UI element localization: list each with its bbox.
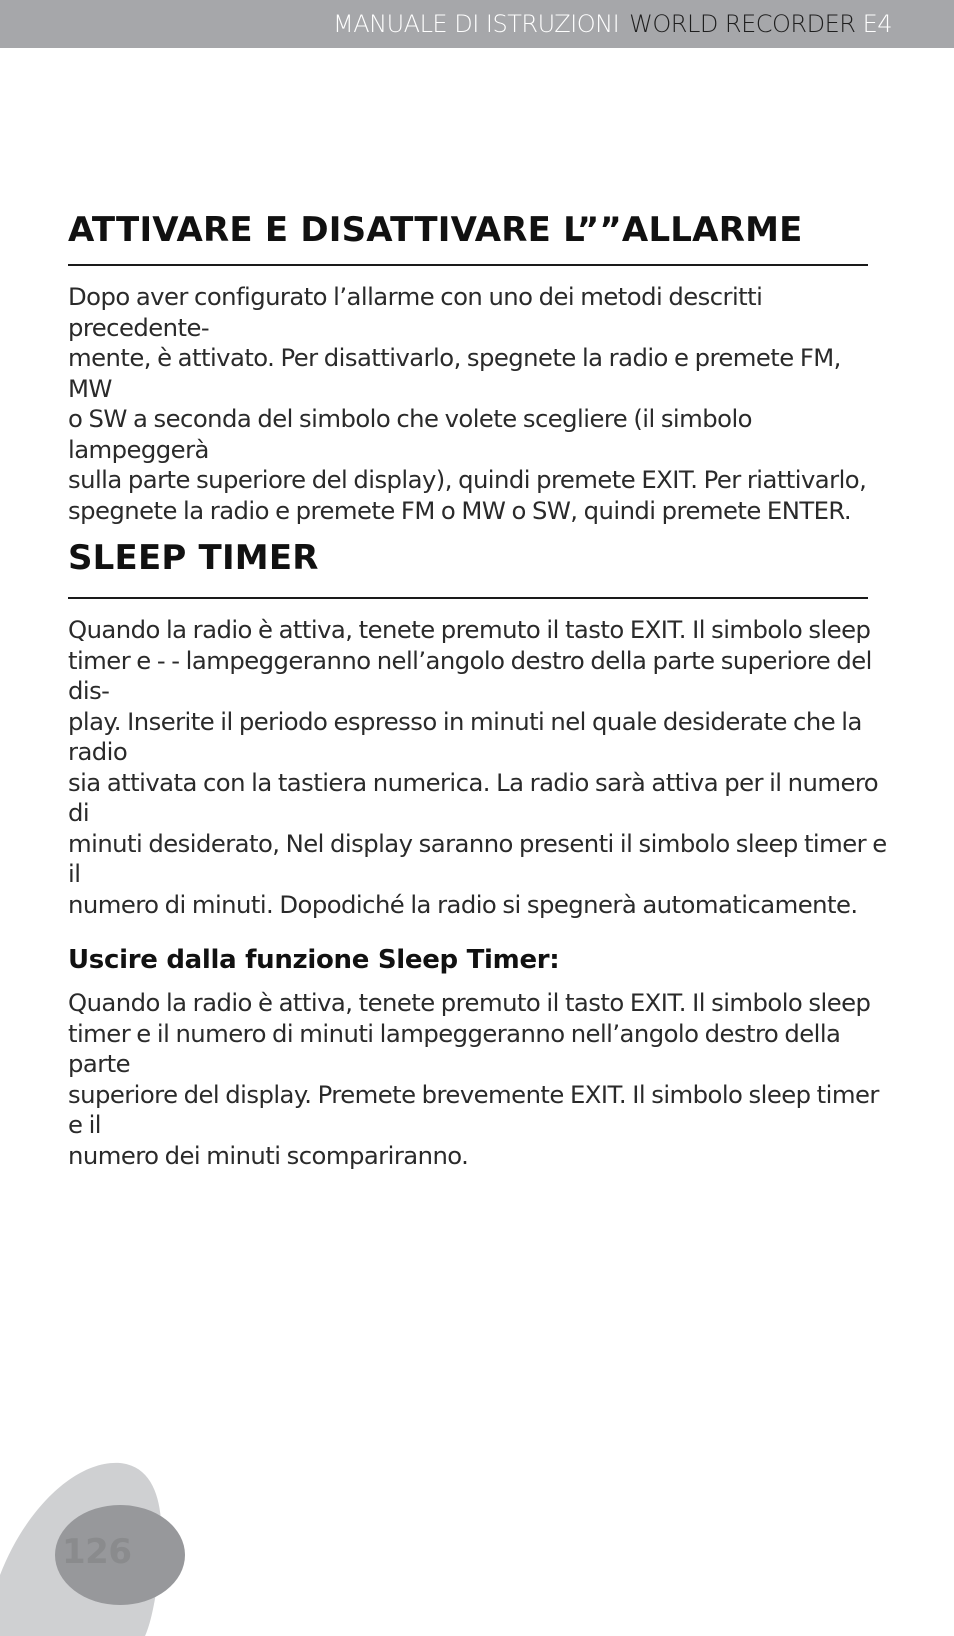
- section-title-alarm: ATTIVARE E DISATTIVARE L””ALLARME: [68, 210, 803, 250]
- paragraph-line: timer e - - lampeggeranno nell’angolo destro della parte superiore del dis-: [68, 645, 872, 705]
- paragraph-line: Quando la radio è attiva, tenete premuto il tasto EXIT. Il simbolo sleep: [68, 988, 871, 1017]
- exit-sleep-timer-paragraph: [68, 988, 888, 1171]
- paragraph-line: o SW a seconda del simbolo che volete scegliere (il simbolo lampeggerà: [68, 404, 752, 464]
- paragraph-line: Quando la radio è attiva, tenete premuto il tasto EXIT. Il simbolo sleep: [68, 615, 871, 644]
- subheading-exit-sleep-timer: Uscire dalla funzione Sleep Timer:: [68, 945, 560, 975]
- paragraph-line: play. Inserite il periodo espresso in minuti nel quale desiderate che la radio: [68, 706, 862, 766]
- sleep-timer-paragraph: [68, 615, 888, 920]
- section-alarm: [68, 210, 888, 526]
- header-product-label: WORLD RECORDER: [629, 10, 856, 38]
- paragraph-line: timer e il numero di minuti lampeggeranno nell’angolo destro della parte: [68, 1018, 841, 1078]
- page-number: 126: [62, 1532, 132, 1572]
- header-model-label: E4: [862, 10, 892, 38]
- header-bar: [0, 0, 954, 48]
- paragraph-line: numero di minuti. Dopodiché la radio si spegnerà automaticamente.: [68, 889, 858, 919]
- header-title: [333, 9, 892, 39]
- section-divider: [68, 264, 868, 266]
- paragraph-line: spegnete la radio e premete FM o MW o SW, quindi premete ENTER.: [68, 495, 852, 525]
- section-title-sleep-timer: SLEEP TIMER: [68, 538, 319, 578]
- paragraph-line: sulla parte superiore del display), quindi premete EXIT. Per riattivarlo,: [68, 465, 867, 494]
- section-divider: [68, 597, 868, 599]
- paragraph-line: numero dei minuti scompariranno.: [68, 1140, 469, 1170]
- alarm-paragraph: [68, 282, 888, 526]
- paragraph-line: Dopo aver configurato l’allarme con uno dei metodi descritti precedente-: [68, 282, 763, 342]
- section-sleep-timer: [68, 538, 888, 1171]
- paragraph-line: superiore del display. Premete brevemente EXIT. Il simbolo sleep timer e il: [68, 1079, 879, 1139]
- paragraph-line: sia attivata con la tastiera numerica. La radio sarà attiva per il numero di: [68, 767, 879, 827]
- header-manual-label: MANUALE DI ISTRUZIONI: [333, 10, 620, 38]
- paragraph-line: minuti desiderato, Nel display saranno presenti il simbolo sleep timer e il: [68, 828, 887, 888]
- paragraph-line: mente, è attivato. Per disattivarlo, spegnete la radio e premete FM, MW: [68, 343, 841, 403]
